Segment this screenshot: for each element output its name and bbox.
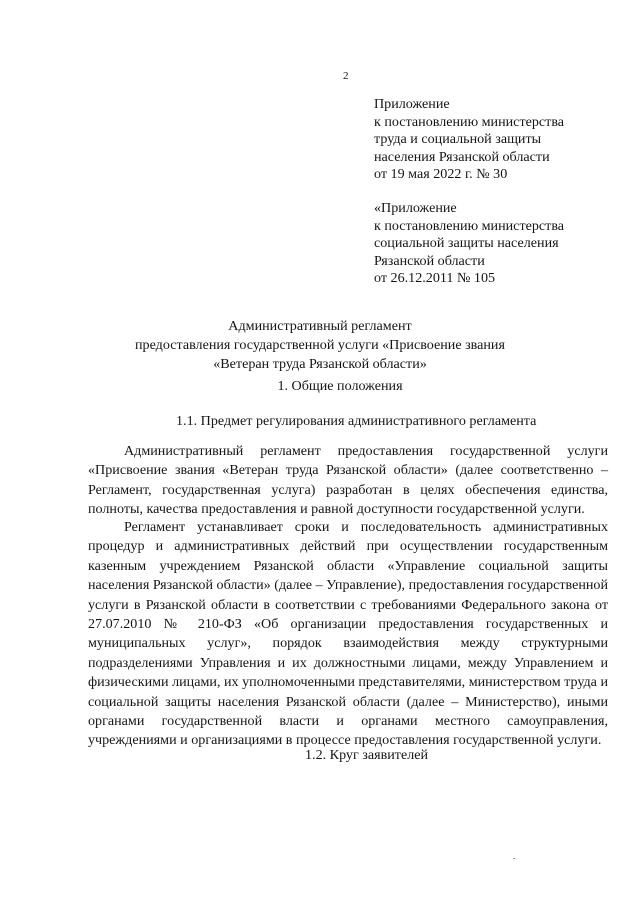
approval-line: от 19 мая 2022 г. № 30: [374, 166, 508, 183]
approval-block-previous: [374, 200, 624, 288]
approval-line: «Приложение: [374, 200, 457, 216]
approval-line: Рязанской области: [374, 252, 485, 269]
body-text: [88, 518, 608, 751]
approval-line: к постановлению министерства: [374, 217, 565, 234]
approval-block-current: [374, 96, 624, 184]
subsection-heading: 1.2. Круг заявителей: [305, 747, 429, 763]
body-text: [88, 442, 608, 520]
approval-line: социальной защиты населения: [374, 235, 559, 252]
approval-line: к постановлению министерства: [374, 113, 565, 130]
title-line: Административный регламент: [228, 318, 412, 334]
scan-speck: [513, 858, 515, 859]
section-heading: 1. Общие положения: [277, 378, 403, 394]
paragraph: Регламент устанавливает сроки и последовательность административных процедур и административных действий при осуществлении государственным казенным учреждением Рязанской области «Управление социальной защиты населения Рязанской области» (далее – Управление), предоставления государственной услуги в Рязанской области в соответствии с требованиями Федерального закона от 27.07.2010 № 210-ФЗ «Об организации предоставления государственных и муниципальных услуг», порядок взаимодействия между структурными подразделениями Управления и их должностными лицами, между Управлением и физическими лицами, их уполномоченными представителями, министерством труда и социальной защиты населения Рязанской области (далее – Министерство), иными органами государственной власти и органами местного самоуправления, учреждениями и организациями в процессе предоставления государственной услуги.: [88, 519, 608, 749]
title-line: «Ветеран труда Рязанской области»: [213, 356, 427, 372]
title-line: предоставления государственной услуги «Присвоение звания: [135, 337, 505, 353]
approval-line: Приложение: [374, 96, 450, 112]
approval-line: труда и социальной защиты: [374, 131, 542, 148]
paragraph: Административный регламент предоставления государственной услуги «Присвоение звания «Ветеран труда Рязанской области» (далее соответственно – Регламент, государственная услуга) разработан в целях обеспечения единства, полноты, качества предоставления и равной доступности государственной услуги.: [88, 443, 608, 518]
approval-line: от 26.12.2011 № 105: [374, 270, 496, 287]
approval-line: населения Рязанской области: [374, 148, 550, 165]
page-number: 2: [343, 70, 349, 82]
document-title: [0, 317, 640, 374]
subsection-heading: 1.1. Предмет регулирования административного регламента: [176, 413, 537, 429]
